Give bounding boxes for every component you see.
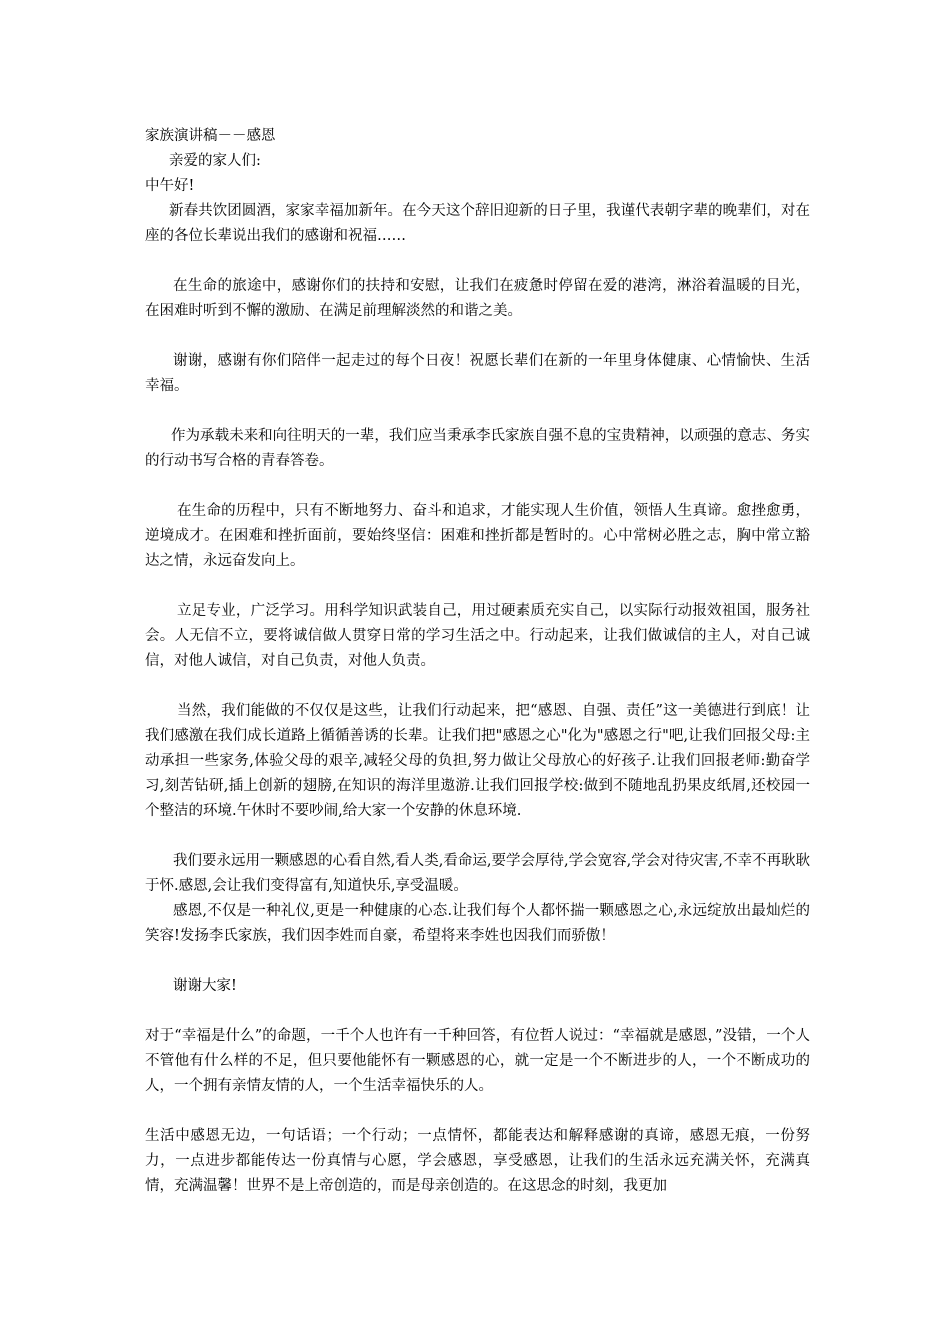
paragraph-gratitude-action: 当然，我们能做的不仅仅是这些，让我们行动起来，把“感恩、自强、责任”这一美德进行到底！让我们感激在我们成长道路上循循善诱的长辈。让我们把"感恩之心"化为"感恩之行"吧,让我们回报父母:主动承担一些家务,体验父母的艰辛,减轻父母的负担,努力做让父母放心的好孩子.让我们回报老师:勤奋学习,刻苦钻研,插上创新的翅膀,在知识的海洋里遨游.让我们回报学校:做到不随地乱扔果皮纸屑,还校园一个整洁的环境.午休时不要吵闹,给大家一个安静的休息环境. [145, 703, 810, 819]
document-body [145, 124, 810, 1199]
salutation: 亲爱的家人们: [169, 153, 261, 169]
greeting: 中午好! [145, 178, 195, 194]
paragraph-learning: 立足专业，广泛学习。用科学知识武装自己，用过硬素质充实自己，以实际行动报效祖国，服务社会。人无信不立，要将诚信做人贯穿日常的学习生活之中。行动起来，让我们做诚信的主人，对自己诚信，对他人诚信，对自己负责，对他人负责。 [145, 603, 810, 669]
document-title: 家族演讲稿－－感恩 [145, 128, 276, 144]
paragraph-grateful-heart: 我们要永远用一颗感恩的心看自然,看人类,看命运,要学会厚待,学会宽容,学会对待灾害,不幸不再耿耿于怀.感恩,会让我们变得富有,知道快乐,享受温暖。 [145, 853, 810, 894]
paragraph-gratitude-life: 生活中感恩无边，一句话语；一个行动；一点情怀，都能表达和解释感谢的真谛，感恩无痕，一份努力，一点进步都能传达一份真情与心愿，学会感恩，享受感恩，让我们的生活永远充满关怀，充满真情，充满温馨！世界不是上帝创造的，而是母亲创造的。在这思念的时刻，我更加 [145, 1128, 810, 1194]
paragraph-perseverance: 在生命的历程中，只有不断地努力、奋斗和追求，才能实现人生价值，领悟人生真谛。愈挫愈勇，逆境成才。在困难和挫折面前，要始终坚信：困难和挫折都是暂时的。心中常树必胜之志，胸中常立豁达之情，永远奋发向上。 [145, 503, 810, 569]
paragraph-thanks: 谢谢，感谢有你们陪伴一起走过的每个日夜！祝愿长辈们在新的一年里身体健康、心情愉快、生活幸福。 [145, 353, 810, 394]
paragraph-new-year: 新春共饮团圆酒，家家幸福加新年。在今天这个辞旧迎新的日子里，我谨代表朝字辈的晚辈们，对在座的各位长辈说出我们的感谢和祝福…… [145, 203, 810, 244]
paragraph-happiness: 对于“幸福是什么”的命题，一千个人也许有一千种回答，有位哲人说过：“幸福就是感恩，”没错，一个人不管他有什么样的不足，但只要他能怀有一颗感恩的心，就一定是一个不断进步的人，一个不断成功的人，一个拥有亲情友情的人，一个生活幸福快乐的人。 [145, 1028, 810, 1094]
closing-thanks: 谢谢大家! [173, 978, 237, 994]
paragraph-life-journey: 在生命的旅途中，感谢你们的扶持和安慰，让我们在疲惫时停留在爱的港湾，淋浴着温暖的目光，在困难时听到不懈的激励、在满足前理解淡然的和谐之美。 [145, 278, 810, 319]
paragraph-family-pride: 感恩,不仅是一种礼仪,更是一种健康的心态.让我们每个人都怀揣一颗感恩之心,永远绽放出最灿烂的笑容!发扬李氏家族，我们因李姓而自豪，希望将来李姓也因我们而骄傲！ [145, 903, 810, 944]
paragraph-responsibility: 作为承载未来和向往明天的一辈，我们应当秉承李氏家族自强不息的宝贵精神，以顽强的意志、务实的行动书写合格的青春答卷。 [145, 428, 810, 469]
